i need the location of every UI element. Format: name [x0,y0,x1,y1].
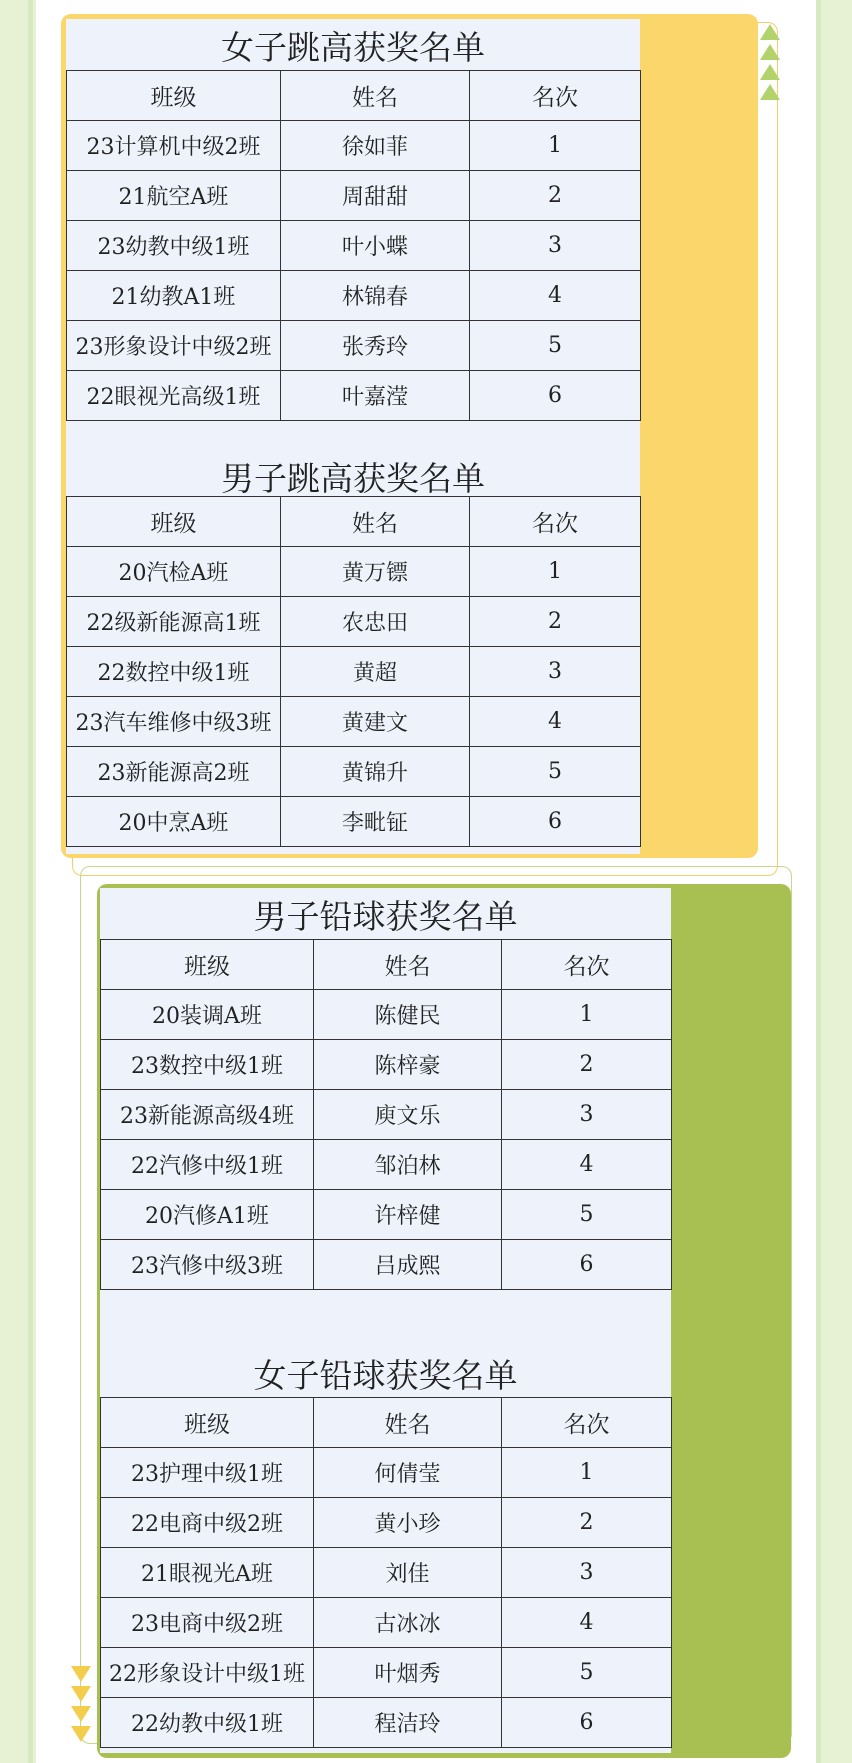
cell-name: 何倩莹 [314,1448,502,1498]
cell-name: 叶嘉滢 [281,371,470,421]
cell-class: 20汽修A1班 [101,1190,314,1240]
mens-high-jump-table [66,496,641,847]
table-header-row [67,497,641,547]
table-row [67,271,641,321]
cell-class: 22眼视光高级1班 [67,371,281,421]
header-class: 班级 [67,497,281,547]
cell-class: 23形象设计中级2班 [67,321,281,371]
cell-class: 23护理中级1班 [101,1448,314,1498]
header-name: 姓名 [281,497,470,547]
cell-name: 陈梓豪 [314,1040,502,1090]
cell-name: 黄超 [281,647,470,697]
table-row [67,797,641,847]
header-name: 姓名 [314,1398,502,1448]
cell-rank: 4 [470,697,641,747]
cell-name: 黄建文 [281,697,470,747]
shotput-results-sheet [100,888,671,1753]
cell-rank: 2 [470,597,641,647]
cell-name: 黄万镖 [281,547,470,597]
cell-class: 21航空A班 [67,171,281,221]
cell-class: 22级新能源高1班 [67,597,281,647]
cell-rank: 5 [470,321,641,371]
cell-name: 古冰冰 [314,1598,502,1648]
cell-rank: 1 [470,121,641,171]
cell-name: 邹泊林 [314,1140,502,1190]
arrow-up-icon [760,84,780,100]
cell-rank: 4 [470,271,641,321]
table-row [101,1448,672,1498]
table-row [67,647,641,697]
table-header-row [101,940,672,990]
cell-rank: 3 [470,647,641,697]
mens-shot-put-title: 男子铅球获奖名单 [253,897,518,936]
cell-rank: 2 [470,171,641,221]
mens-shot-put-table [100,939,672,1290]
cell-name: 许梓健 [314,1190,502,1240]
table-row [67,547,641,597]
cell-name: 农忠田 [281,597,470,647]
cell-class: 23计算机中级2班 [67,121,281,171]
arrow-down-icon [71,1726,91,1742]
cell-class: 23汽车维修中级3班 [67,697,281,747]
cell-class: 22汽修中级1班 [101,1140,314,1190]
table-row [101,1598,672,1648]
cell-name: 李毗钲 [281,797,470,847]
womens-high-jump-table [66,70,641,421]
header-rank: 名次 [502,1398,672,1448]
cell-class: 22电商中级2班 [101,1498,314,1548]
cell-rank: 6 [470,797,641,847]
arrow-up-icon [760,44,780,60]
table-row [67,371,641,421]
table-row [101,1140,672,1190]
table-row [101,1190,672,1240]
womens-high-jump-title: 女子跳高获奖名单 [221,28,485,67]
cell-class: 23汽修中级3班 [101,1240,314,1290]
cell-name: 林锦春 [281,271,470,321]
cell-rank: 1 [502,1448,672,1498]
cell-class: 20装调A班 [101,990,314,1040]
cell-name: 叶小蝶 [281,221,470,271]
womens-shot-put-table [100,1397,672,1748]
cell-rank: 2 [502,1040,672,1090]
header-rank: 名次 [502,940,672,990]
arrow-up-icon [760,64,780,80]
cell-class: 21幼教A1班 [67,271,281,321]
cell-rank: 6 [502,1240,672,1290]
cell-class: 23新能源高2班 [67,747,281,797]
cell-name: 张秀玲 [281,321,470,371]
arrow-down-icon [71,1686,91,1702]
table-row [101,1090,672,1140]
cell-rank: 3 [470,221,641,271]
table-row [67,321,641,371]
cell-class: 21眼视光A班 [101,1548,314,1598]
cell-rank: 6 [470,371,641,421]
table-row [101,1648,672,1698]
header-rank: 名次 [470,71,641,121]
table-row [101,1498,672,1548]
arrow-down-icon [71,1666,91,1682]
jump-results-sheet [66,19,640,854]
header-name: 姓名 [281,71,470,121]
table-row [67,597,641,647]
table-row [67,121,641,171]
table-header-row [101,1398,672,1448]
cell-class: 23新能源高级4班 [101,1090,314,1140]
cell-rank: 1 [470,547,641,597]
table-row [101,1548,672,1598]
table-row [67,221,641,271]
header-class: 班级 [101,1398,314,1448]
cell-rank: 5 [502,1648,672,1698]
cell-rank: 2 [502,1498,672,1548]
cell-class: 23幼教中级1班 [67,221,281,271]
cell-rank: 4 [502,1140,672,1190]
table-row [101,990,672,1040]
header-class: 班级 [101,940,314,990]
table-row [101,1040,672,1090]
cell-name: 程洁玲 [314,1698,502,1748]
cell-name: 刘佳 [314,1548,502,1598]
cell-name: 周甜甜 [281,171,470,221]
cell-name: 庾文乐 [314,1090,502,1140]
cell-name: 黄小珍 [314,1498,502,1548]
table-row [67,747,641,797]
cell-class: 23电商中级2班 [101,1598,314,1648]
right-border-band [816,0,852,1763]
arrow-up-icon [760,24,780,40]
cell-rank: 3 [502,1090,672,1140]
header-name: 姓名 [314,940,502,990]
cell-rank: 5 [502,1190,672,1240]
table-row [67,697,641,747]
womens-shot-put-title: 女子铅球获奖名单 [253,1356,518,1395]
cell-rank: 4 [502,1598,672,1648]
cell-name: 黄锦升 [281,747,470,797]
left-border-band [0,0,36,1763]
header-rank: 名次 [470,497,641,547]
header-class: 班级 [67,71,281,121]
cell-class: 23数控中级1班 [101,1040,314,1090]
cell-name: 叶烟秀 [314,1648,502,1698]
cell-class: 22形象设计中级1班 [101,1648,314,1698]
cell-class: 22幼教中级1班 [101,1698,314,1748]
cell-name: 陈健民 [314,990,502,1040]
table-row [67,171,641,221]
mens-high-jump-title: 男子跳高获奖名单 [221,459,485,498]
table-row [101,1698,672,1748]
cell-name: 吕成熙 [314,1240,502,1290]
cell-rank: 3 [502,1548,672,1598]
cell-rank: 6 [502,1698,672,1748]
cell-name: 徐如菲 [281,121,470,171]
cell-rank: 5 [470,747,641,797]
table-row [101,1240,672,1290]
cell-rank: 1 [502,990,672,1040]
table-header-row [67,71,641,121]
cell-class: 20中烹A班 [67,797,281,847]
cell-class: 20汽检A班 [67,547,281,597]
cell-class: 22数控中级1班 [67,647,281,697]
arrow-down-icon [71,1706,91,1722]
